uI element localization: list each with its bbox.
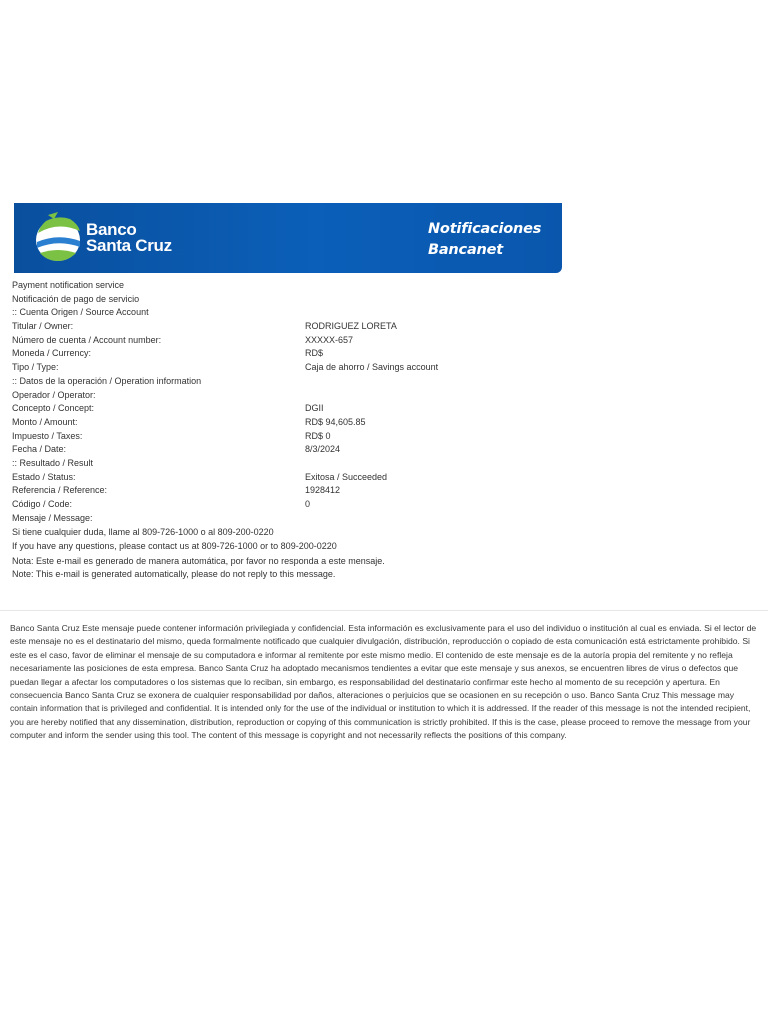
field-label: Moneda / Currency:: [12, 348, 92, 359]
field-row-message: [12, 512, 572, 526]
field-label: Concepto / Concept:: [12, 403, 95, 414]
divider: [0, 610, 768, 611]
field-row-operator: [12, 389, 572, 403]
field-row-code: [12, 498, 572, 512]
contact-text-es: Si tiene cualquier duda, llame al 809-726-1000 o al 809-200-0220: [12, 527, 274, 538]
field-value: RD$ 0: [305, 430, 331, 441]
field-row-type: [12, 361, 572, 375]
notification-content: [12, 279, 572, 582]
bank-name: [86, 222, 172, 254]
field-value: XXXXX-657: [305, 334, 354, 345]
auto-email-note-es: Nota: Este e-mail es generado de manera automática, por favor no responda a este mensaje.: [12, 555, 385, 566]
field-value: 8/3/2024: [305, 444, 341, 455]
field-label: Estado / Status:: [12, 471, 76, 482]
field-value: RD$: [305, 348, 324, 359]
field-row-owner: [12, 320, 572, 334]
field-value: Exitosa / Succeeded: [305, 471, 388, 482]
header-banner: [14, 203, 562, 273]
bank-logo: [34, 211, 194, 267]
field-value: DGII: [305, 403, 324, 414]
auto-email-note-en: Note: This e-mail is generated automatically, please do not reply to this message.: [12, 569, 336, 580]
section-title-source-account: :: Cuenta Origen / Source Account: [12, 307, 149, 318]
banner-title-line2: Bancanet: [428, 242, 504, 258]
field-value: RODRIGUEZ LORETA: [305, 321, 397, 332]
field-row-status: [12, 471, 572, 485]
field-label: Mensaje / Message:: [12, 512, 93, 523]
field-row-account-number: [12, 334, 572, 348]
field-label: Monto / Amount:: [12, 416, 78, 427]
contact-text-en: If you have any questions, please contact us at 809-726-1000 or to 809-200-0220: [12, 541, 337, 552]
field-label: Impuesto / Taxes:: [12, 430, 83, 441]
field-label: Número de cuenta / Account number:: [12, 334, 162, 345]
field-label: Referencia / Reference:: [12, 485, 108, 496]
field-row-reference: [12, 484, 572, 498]
service-title-es: Notificación de pago de servicio: [12, 293, 140, 304]
field-label: Titular / Owner:: [12, 321, 74, 332]
section-title-result: :: Resultado / Result: [12, 457, 94, 468]
banner-title-line1: Notificaciones: [428, 221, 542, 237]
service-title-en: Payment notification service: [12, 280, 125, 290]
field-value: 1928412: [305, 485, 341, 496]
bank-name-line2: Santa Cruz: [86, 236, 172, 255]
section-title-operation: :: Datos de la operación / Operation information: [12, 375, 202, 386]
field-row-concept: [12, 402, 572, 416]
field-label: Código / Code:: [12, 499, 73, 509]
banner-title: [428, 219, 541, 261]
field-value: 0: [305, 499, 311, 509]
field-row-date: [12, 443, 572, 457]
field-row-currency: [12, 347, 572, 361]
field-label: Operador / Operator:: [12, 389, 96, 400]
legal-disclaimer: Banco Santa Cruz Este mensaje puede contener información privilegiada y confidencial. Esta información es exclusivamente para el uso del individuo o institución al cual es enviada. Si el lector de este mensaje no es el destinatario del mismo, queda formalmente notificado que cualquier divulgación, distribución, reproducción o copiado de esta comunicación está estrictamente prohibido. Si este es el caso, favor de eliminar el mensaje de su computadora e informar al remitente por este mismo medio. El contenido de este mensaje es de la autoría propia del remitente y no refleja necesariamente las posiciones de esta empresa. Banco Santa Cruz ha adoptado mecanismos tendientes a evitar que este mensaje y sus anexos, se encuentren libres de virus o defectos que puedan llegar a afectar los computadores o los sistemas que lo reciban, sin embargo, es responsabilidad del destinatario confirmar este hecho al momento de su recepción y apertura. En consecuencia Banco Santa Cruz se exonera de cualquier responsabilidad por daños, alteraciones o perjuicios que se ocasionen en su recepción o uso. Banco Santa Cruz This message may contain information that is privileged and confidential. It is intended only for the use of the individual or institution to which it is addressed. If the reader of this message is not the intended recipient, you are hereby notified that any dissemination, distribution, reproduction or copying of this communication is strictly prohibited. If this is the case, please proceed to remove the message from your computer and inform the sender using this tool. The content of this message is copyright and not necessarily reflects the positions of this company.: [10, 623, 757, 741]
bank-name-line1: Banco: [86, 220, 137, 239]
globe-logo-icon: [34, 211, 84, 265]
field-label: Tipo / Type:: [12, 362, 59, 373]
field-row-taxes: [12, 430, 572, 444]
field-row-amount: [12, 416, 572, 430]
field-value: Caja de ahorro / Savings account: [305, 362, 439, 373]
field-label: Fecha / Date:: [12, 444, 67, 455]
field-value: RD$ 94,605.85: [305, 416, 366, 427]
